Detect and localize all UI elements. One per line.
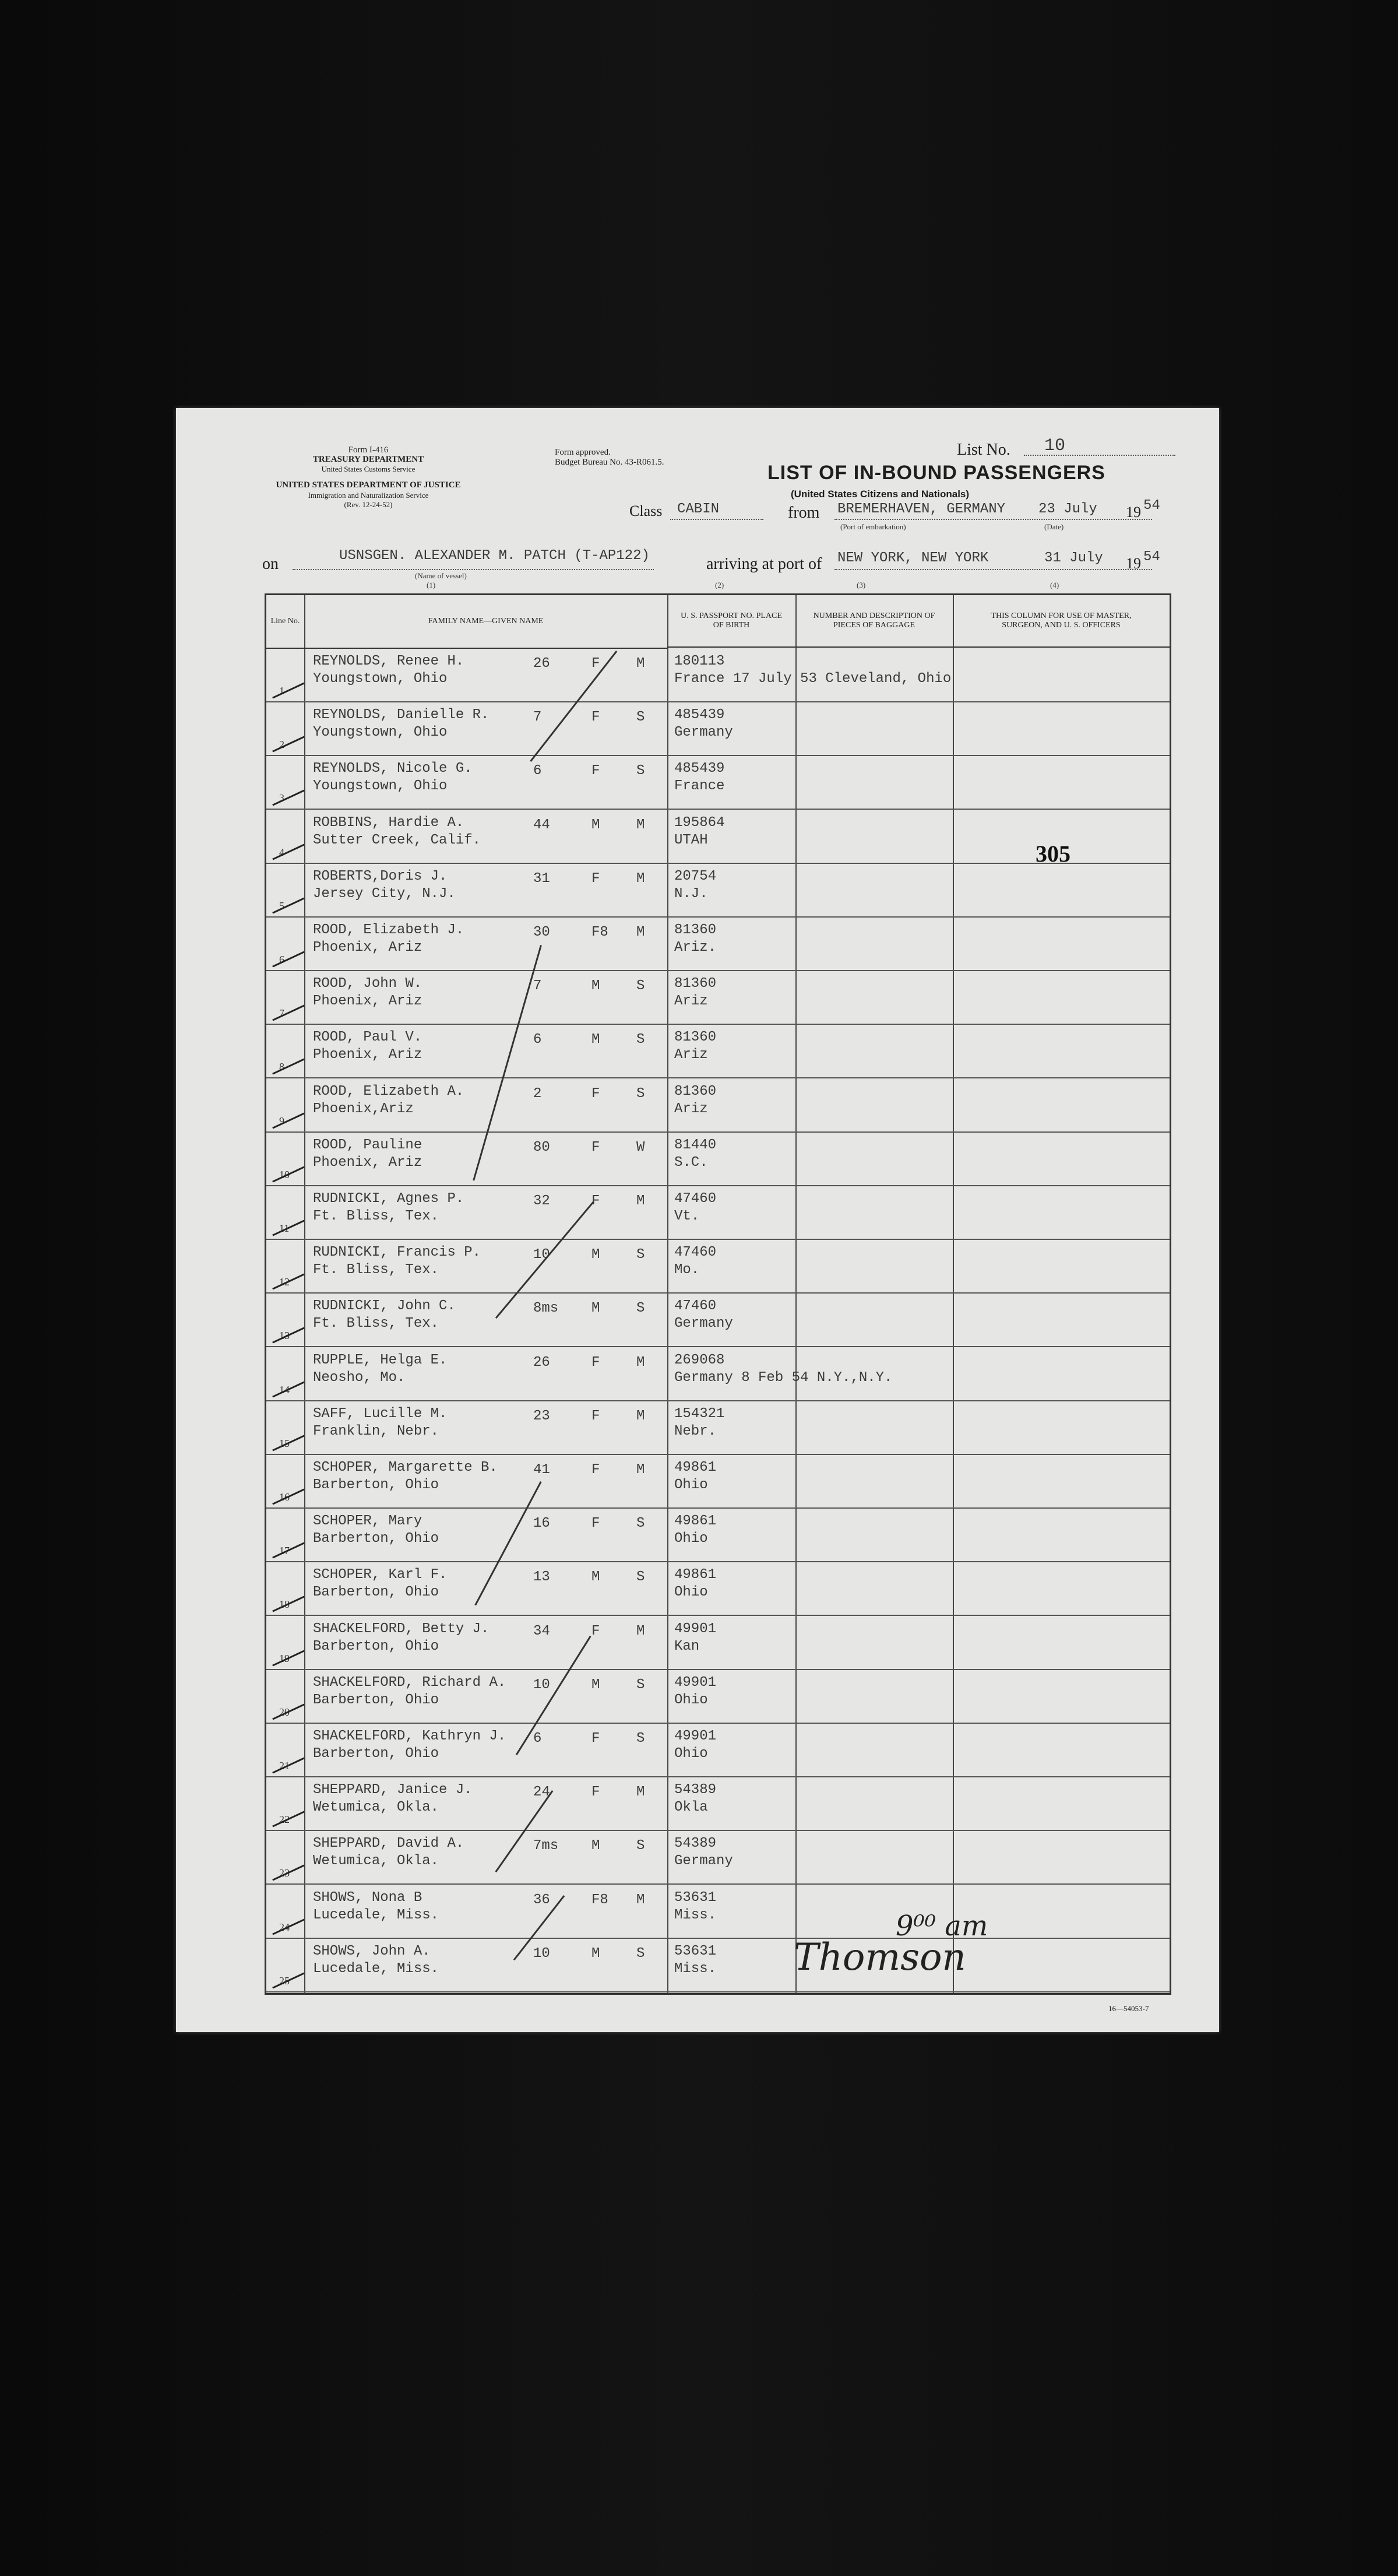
passenger-marital-status: M — [636, 925, 645, 940]
customs-service: United States Customs Service — [321, 465, 415, 473]
class-line — [670, 519, 763, 520]
passenger-marital-status: M — [636, 870, 645, 887]
passenger-name: SHACKELFORD, Kathryn J. — [313, 1728, 506, 1744]
table-row — [266, 1670, 1170, 1724]
passenger-name: ROOD, John W. — [313, 976, 422, 992]
passport-number: 49901 — [674, 1621, 717, 1637]
passenger-marital-status: S — [636, 1032, 645, 1048]
passenger-marital-status: S — [636, 1677, 645, 1693]
check-mark — [272, 1005, 305, 1021]
col-num-3: (3) — [857, 581, 866, 589]
department-of-justice: UNITED STATES DEPARTMENT OF JUSTICE — [276, 480, 461, 490]
place-of-birth: Miss. — [674, 1960, 717, 1977]
line-number: 9 — [279, 1115, 284, 1127]
place-of-birth: Ariz — [674, 993, 708, 1010]
table-row — [266, 918, 1170, 971]
passenger-sex: M — [591, 1945, 600, 1962]
year-prefix: 19 — [1126, 504, 1141, 521]
passenger-name: ROOD, Elizabeth A. — [313, 1083, 464, 1099]
passenger-marital-status: M — [636, 1623, 645, 1639]
passenger-age: 7 — [533, 709, 542, 726]
passenger-marital-status: S — [636, 1085, 645, 1102]
passenger-age: 8ms — [533, 1301, 559, 1317]
line-number: 22 — [279, 1814, 290, 1826]
passenger-sex: M — [591, 1838, 600, 1854]
row-divider — [266, 1991, 1170, 1992]
passenger-name: SHEPPARD, David A. — [313, 1836, 464, 1852]
passport-number: 49861 — [674, 1460, 717, 1475]
passenger-marital-status: S — [636, 763, 645, 779]
table-row — [266, 1616, 1170, 1670]
line-number: 14 — [279, 1383, 290, 1396]
passenger-residence: Phoenix, Ariz — [313, 1154, 422, 1171]
passenger-age: 32 — [533, 1193, 550, 1209]
passenger-marital-status: M — [636, 1892, 645, 1908]
passport-number: 53631 — [674, 1943, 717, 1959]
passport-number: 485439 — [674, 761, 725, 777]
embarkation-port: BREMERHAVEN, GERMANY — [837, 501, 1006, 517]
passenger-age: 80 — [533, 1139, 550, 1155]
year-prefix-2: 19 — [1126, 555, 1141, 572]
passenger-marital-status: M — [636, 656, 645, 672]
passport-number: 20754 — [674, 868, 717, 884]
line-number: 23 — [279, 1867, 290, 1879]
passenger-residence: Phoenix,Ariz — [313, 1101, 414, 1117]
passenger-age: 10 — [533, 1677, 550, 1693]
vessel-caption: (Name of vessel) — [415, 571, 467, 580]
place-of-birth: Vt. — [674, 1208, 700, 1224]
col-header-baggage: NUMBER AND DESCRIPTION OF PIECES OF BAGGAGE — [795, 595, 953, 648]
passenger-marital-status: S — [636, 1516, 645, 1532]
col-num-4: (4) — [1050, 581, 1059, 589]
line-number: 12 — [279, 1276, 290, 1288]
passenger-sex: F — [591, 1193, 600, 1209]
page-subtitle: (United States Citizens and Nationals) — [791, 489, 970, 500]
passport-number: 180113 — [674, 653, 725, 669]
check-mark — [272, 682, 305, 698]
passenger-age: 44 — [533, 817, 550, 833]
table-row — [266, 756, 1170, 810]
arriving-label: arriving at port of — [706, 555, 822, 573]
place-of-birth: N.J. — [674, 885, 708, 902]
passenger-sex: F — [591, 1462, 600, 1478]
passenger-residence: Barberton, Ohio — [313, 1746, 439, 1762]
passenger-sex: M — [591, 1032, 600, 1048]
passenger-sex: F — [591, 1139, 600, 1155]
passenger-sex: M — [591, 1677, 600, 1693]
place-of-birth: Nebr. — [674, 1423, 717, 1439]
line-number: 21 — [279, 1760, 290, 1772]
treasury-department: TREASURY DEPARTMENT — [312, 455, 424, 464]
place-of-birth: Ohio — [674, 1692, 708, 1708]
passenger-sex: F — [591, 1408, 600, 1424]
manifest-page — [176, 408, 1219, 2032]
passenger-sex: F8 — [591, 1892, 608, 1908]
place-of-birth: Ariz. — [674, 940, 717, 955]
passenger-name: SHEPPARD, Janice J. — [313, 1782, 473, 1798]
passenger-marital-status: S — [636, 1838, 645, 1854]
table-row — [266, 702, 1170, 756]
passport-number: 81440 — [674, 1137, 717, 1153]
passenger-residence: Barberton, Ohio — [313, 1531, 439, 1547]
passenger-age: 41 — [533, 1462, 550, 1478]
passenger-age: 10 — [533, 1945, 550, 1962]
passenger-marital-status: M — [636, 1408, 645, 1424]
passenger-sex: F — [591, 1085, 600, 1102]
passenger-name: RUPPLE, Helga E. — [313, 1352, 448, 1368]
passenger-residence: Lucedale, Miss. — [313, 1907, 439, 1923]
passenger-residence: Franklin, Nebr. — [313, 1423, 439, 1439]
class-value: CABIN — [677, 501, 720, 517]
passport-number: 54389 — [674, 1782, 717, 1798]
place-of-birth: France 17 July 53 Cleveland, Ohio — [674, 671, 952, 687]
passport-number: 154321 — [674, 1405, 725, 1422]
budget-bureau: Budget Bureau No. 43-R061.5. — [555, 458, 664, 467]
passenger-name: RUDNICKI, Francis P. — [313, 1245, 481, 1261]
line-number: 16 — [279, 1491, 290, 1503]
passenger-residence: Ft. Bliss, Tex. — [313, 1262, 439, 1278]
table-row — [266, 1831, 1170, 1885]
table-row — [266, 1401, 1170, 1455]
table-row — [266, 1025, 1170, 1078]
place-of-birth: Mo. — [674, 1262, 700, 1278]
col-header-name: FAMILY NAME—GIVEN NAME — [304, 595, 667, 649]
passport-number: 81360 — [674, 1083, 717, 1099]
passenger-sex: F — [591, 1623, 600, 1639]
col-header-passport: U. S. PASSPORT NO. PLACE OF BIRTH — [667, 595, 795, 648]
passport-number: 49901 — [674, 1674, 717, 1691]
passenger-residence: Phoenix, Ariz — [313, 993, 422, 1010]
passenger-name: SHACKELFORD, Richard A. — [313, 1674, 506, 1691]
passenger-sex: F — [591, 1784, 600, 1801]
check-mark — [272, 790, 305, 806]
line-number: 20 — [279, 1706, 290, 1718]
line-number: 15 — [279, 1437, 290, 1449]
passenger-name: REYNOLDS, Danielle R. — [313, 707, 490, 723]
page-title: LIST OF IN-BOUND PASSENGERS — [767, 462, 1105, 484]
passenger-age: 7 — [533, 978, 542, 994]
col-header-line: Line No. — [266, 595, 304, 649]
place-of-birth: Kan — [674, 1638, 700, 1654]
table-row — [266, 1186, 1170, 1240]
passenger-marital-status: S — [636, 1247, 645, 1263]
passenger-sex: M — [591, 1301, 600, 1317]
passenger-marital-status: M — [636, 817, 645, 833]
line-number: 4 — [279, 846, 284, 858]
place-of-birth: Germany — [674, 1853, 733, 1869]
line-number: 17 — [279, 1545, 290, 1557]
passenger-sex: F — [591, 709, 600, 726]
passenger-age: 6 — [533, 1731, 542, 1746]
passenger-marital-status: M — [636, 1354, 645, 1370]
passenger-age: 26 — [533, 1354, 550, 1370]
place-of-birth: Germany — [674, 725, 733, 741]
passenger-residence: Sutter Creek, Calif. — [313, 832, 481, 848]
table-row — [266, 864, 1170, 918]
passport-number: 54389 — [674, 1836, 717, 1852]
place-of-birth: Ohio — [674, 1746, 708, 1762]
passenger-name: SCHOPER, Margarette B. — [313, 1460, 498, 1475]
passenger-age: 2 — [533, 1085, 542, 1102]
check-mark — [272, 951, 305, 967]
passenger-residence: Barberton, Ohio — [313, 1692, 439, 1708]
line-number: 24 — [279, 1921, 290, 1933]
arrival-year: 54 — [1143, 549, 1160, 565]
embarkation-caption: (Port of embarkation) — [840, 522, 906, 531]
passenger-name: ROBBINS, Hardie A. — [313, 814, 464, 831]
passenger-sex: F — [591, 1731, 600, 1746]
passport-number: 195864 — [674, 814, 725, 831]
place-of-birth: Ohio — [674, 1584, 708, 1601]
passenger-marital-status: S — [636, 1945, 645, 1962]
passport-number: 47460 — [674, 1245, 717, 1261]
passenger-sex: M — [591, 978, 600, 994]
date-caption: (Date) — [1044, 522, 1064, 531]
passenger-name: ROBERTS,Doris J. — [313, 868, 448, 884]
line-number: 19 — [279, 1652, 290, 1664]
place-of-birth: Miss. — [674, 1907, 717, 1923]
embarkation-date: 23 July — [1038, 501, 1097, 517]
passport-number: 81360 — [674, 976, 717, 992]
port-line — [834, 569, 1152, 570]
passenger-name: RUDNICKI, John C. — [313, 1298, 456, 1315]
passenger-age: 13 — [533, 1569, 550, 1586]
table-row — [266, 1455, 1170, 1509]
class-label: Class — [629, 502, 663, 519]
passenger-sex: F — [591, 656, 600, 672]
place-of-birth: Okla — [674, 1800, 708, 1816]
passenger-age: 23 — [533, 1408, 550, 1424]
line-number: 11 — [279, 1222, 290, 1234]
passenger-residence: Wetumica, Okla. — [313, 1800, 439, 1816]
passenger-residence: Neosho, Mo. — [313, 1369, 406, 1386]
revision-date: (Rev. 12-24-52) — [344, 500, 393, 509]
table-row — [266, 971, 1170, 1025]
passenger-age: 7ms — [533, 1838, 559, 1854]
passenger-marital-status: S — [636, 1301, 645, 1317]
passport-number: 49901 — [674, 1728, 717, 1744]
place-of-birth: Ohio — [674, 1531, 708, 1547]
table-row — [266, 1885, 1170, 1939]
check-mark — [272, 897, 305, 913]
passenger-sex: M — [591, 1569, 600, 1586]
list-number: 10 — [1044, 436, 1066, 456]
passenger-residence: Youngstown, Ohio — [313, 671, 448, 687]
passport-number: 81360 — [674, 1029, 717, 1046]
line-number: 2 — [279, 739, 284, 751]
form-number: Form I-416 — [348, 445, 389, 455]
arrival-port: NEW YORK, NEW YORK — [837, 550, 989, 566]
passenger-marital-status: M — [636, 1784, 645, 1801]
table-row — [266, 810, 1170, 864]
passenger-residence: Wetumica, Okla. — [313, 1853, 439, 1869]
check-mark — [272, 844, 305, 860]
passenger-residence: Jersey City, N.J. — [313, 885, 456, 902]
passenger-name: ROOD, Elizabeth J. — [313, 922, 464, 938]
passenger-residence: Youngstown, Ohio — [313, 725, 448, 741]
passenger-age: 10 — [533, 1247, 550, 1263]
passenger-sex: M — [591, 1247, 600, 1263]
passenger-sex: F — [591, 763, 600, 779]
line-number: 6 — [279, 954, 284, 965]
passenger-marital-status: M — [636, 1193, 645, 1209]
passenger-name: REYNOLDS, Renee H. — [313, 653, 464, 669]
line-number: 7 — [279, 1007, 284, 1020]
stamp-number: 305 — [1036, 841, 1070, 867]
form-approved: Form approved. — [555, 448, 611, 457]
passenger-age: 6 — [533, 763, 542, 779]
col-num-2: (2) — [715, 581, 724, 589]
passenger-age: 36 — [533, 1892, 550, 1908]
check-mark — [272, 1059, 305, 1075]
passenger-residence: Youngstown, Ohio — [313, 778, 448, 795]
passenger-age: 6 — [533, 1032, 542, 1048]
passport-number: 49861 — [674, 1567, 717, 1583]
passenger-name: RUDNICKI, Agnes P. — [313, 1191, 464, 1207]
arrival-date: 31 July — [1044, 550, 1103, 566]
passenger-age: 16 — [533, 1516, 550, 1532]
passenger-name: SHOWS, Nona B — [313, 1889, 422, 1906]
place-of-birth: UTAH — [674, 832, 708, 848]
table-row — [266, 1509, 1170, 1562]
table-row — [266, 1777, 1170, 1831]
passenger-name: SCHOPER, Mary — [313, 1513, 422, 1530]
line-number: 13 — [279, 1330, 290, 1342]
passport-number: 485439 — [674, 707, 725, 723]
passport-number: 269068 — [674, 1352, 725, 1368]
passenger-marital-status: S — [636, 978, 645, 994]
passenger-name: SHOWS, John A. — [313, 1943, 431, 1959]
embarkation-year: 54 — [1143, 498, 1160, 514]
passenger-residence: Barberton, Ohio — [313, 1477, 439, 1493]
table-row — [266, 1939, 1170, 1992]
table-row — [266, 1079, 1170, 1133]
passenger-name: REYNOLDS, Nicole G. — [313, 761, 473, 777]
passenger-table — [265, 593, 1171, 1995]
line-number: 5 — [279, 899, 284, 912]
table-row — [266, 1240, 1170, 1294]
inspector-signature: Thomson — [794, 1936, 966, 1979]
line-number: 10 — [279, 1168, 290, 1180]
line-number: 3 — [279, 792, 284, 804]
passenger-sex: F — [591, 1516, 600, 1532]
passenger-name: SCHOPER, Karl F. — [313, 1567, 448, 1583]
passport-number: 47460 — [674, 1191, 717, 1207]
passenger-age: 30 — [533, 925, 550, 940]
passport-number: 49861 — [674, 1513, 717, 1530]
passenger-name: SAFF, Lucille M. — [313, 1405, 448, 1422]
ins-service: Immigration and Naturalization Service — [308, 491, 429, 500]
col-num-1: (1) — [427, 581, 436, 589]
check-mark — [272, 736, 305, 753]
line-number: 8 — [279, 1061, 284, 1073]
table-row — [266, 649, 1170, 702]
passenger-name: ROOD, Pauline — [313, 1137, 422, 1153]
place-of-birth: S.C. — [674, 1154, 708, 1171]
passenger-sex: M — [591, 817, 600, 833]
table-row — [266, 1133, 1170, 1186]
col-header-officers: THIS COLUMN FOR USE OF MASTER, SURGEON, AND U. S. OFFICERS — [953, 595, 1170, 648]
passenger-sex: F — [591, 870, 600, 887]
passenger-residence: Ft. Bliss, Tex. — [313, 1316, 439, 1332]
passenger-sex: F — [591, 1354, 600, 1370]
table-row — [266, 1562, 1170, 1616]
passport-number: 81360 — [674, 922, 717, 938]
passenger-residence: Ft. Bliss, Tex. — [313, 1208, 439, 1224]
place-of-birth: Germany — [674, 1316, 733, 1332]
passenger-name: SHACKELFORD, Betty J. — [313, 1621, 490, 1637]
passenger-residence: Phoenix, Ariz — [313, 1047, 422, 1063]
from-line — [834, 519, 1152, 520]
passenger-residence: Barberton, Ohio — [313, 1584, 439, 1601]
place-of-birth: Germany 8 Feb 54 N.Y.,N.Y. — [674, 1369, 893, 1386]
passenger-residence: Phoenix, Ariz — [313, 940, 422, 955]
vessel-name: USNSGEN. ALEXANDER M. PATCH (T-AP122) — [339, 548, 650, 564]
passenger-marital-status: S — [636, 1569, 645, 1586]
vessel-line — [293, 569, 654, 570]
table-row — [266, 1724, 1170, 1777]
table-row — [266, 1348, 1170, 1401]
table-row — [266, 1294, 1170, 1347]
line-number: 18 — [279, 1598, 290, 1611]
passenger-age: 31 — [533, 870, 550, 887]
passenger-sex: F8 — [591, 925, 608, 940]
place-of-birth: Ohio — [674, 1477, 708, 1493]
place-of-birth: France — [674, 778, 725, 795]
passenger-marital-status: S — [636, 709, 645, 726]
place-of-birth: Ariz — [674, 1047, 708, 1063]
passenger-age: 26 — [533, 656, 550, 672]
passenger-marital-status: S — [636, 1731, 645, 1746]
passenger-marital-status: W — [636, 1139, 645, 1155]
check-mark — [272, 1112, 305, 1129]
passenger-residence: Barberton, Ohio — [313, 1638, 439, 1654]
place-of-birth: Ariz — [674, 1101, 708, 1117]
passenger-age: 24 — [533, 1784, 550, 1801]
from-label: from — [788, 504, 820, 522]
passport-number: 53631 — [674, 1889, 717, 1906]
line-number: 25 — [279, 1974, 290, 1987]
line-number: 1 — [279, 685, 284, 697]
passport-number: 47460 — [674, 1298, 717, 1315]
on-label: on — [262, 555, 279, 573]
form-code: 16—54053-7 — [1108, 2004, 1149, 2013]
passenger-name: ROOD, Paul V. — [313, 1029, 422, 1046]
passenger-residence: Lucedale, Miss. — [313, 1960, 439, 1977]
passenger-marital-status: M — [636, 1462, 645, 1478]
signature-time: 9⁰⁰ am — [896, 1910, 988, 1942]
passenger-age: 34 — [533, 1623, 550, 1639]
list-no-label: List No. — [957, 441, 1010, 459]
